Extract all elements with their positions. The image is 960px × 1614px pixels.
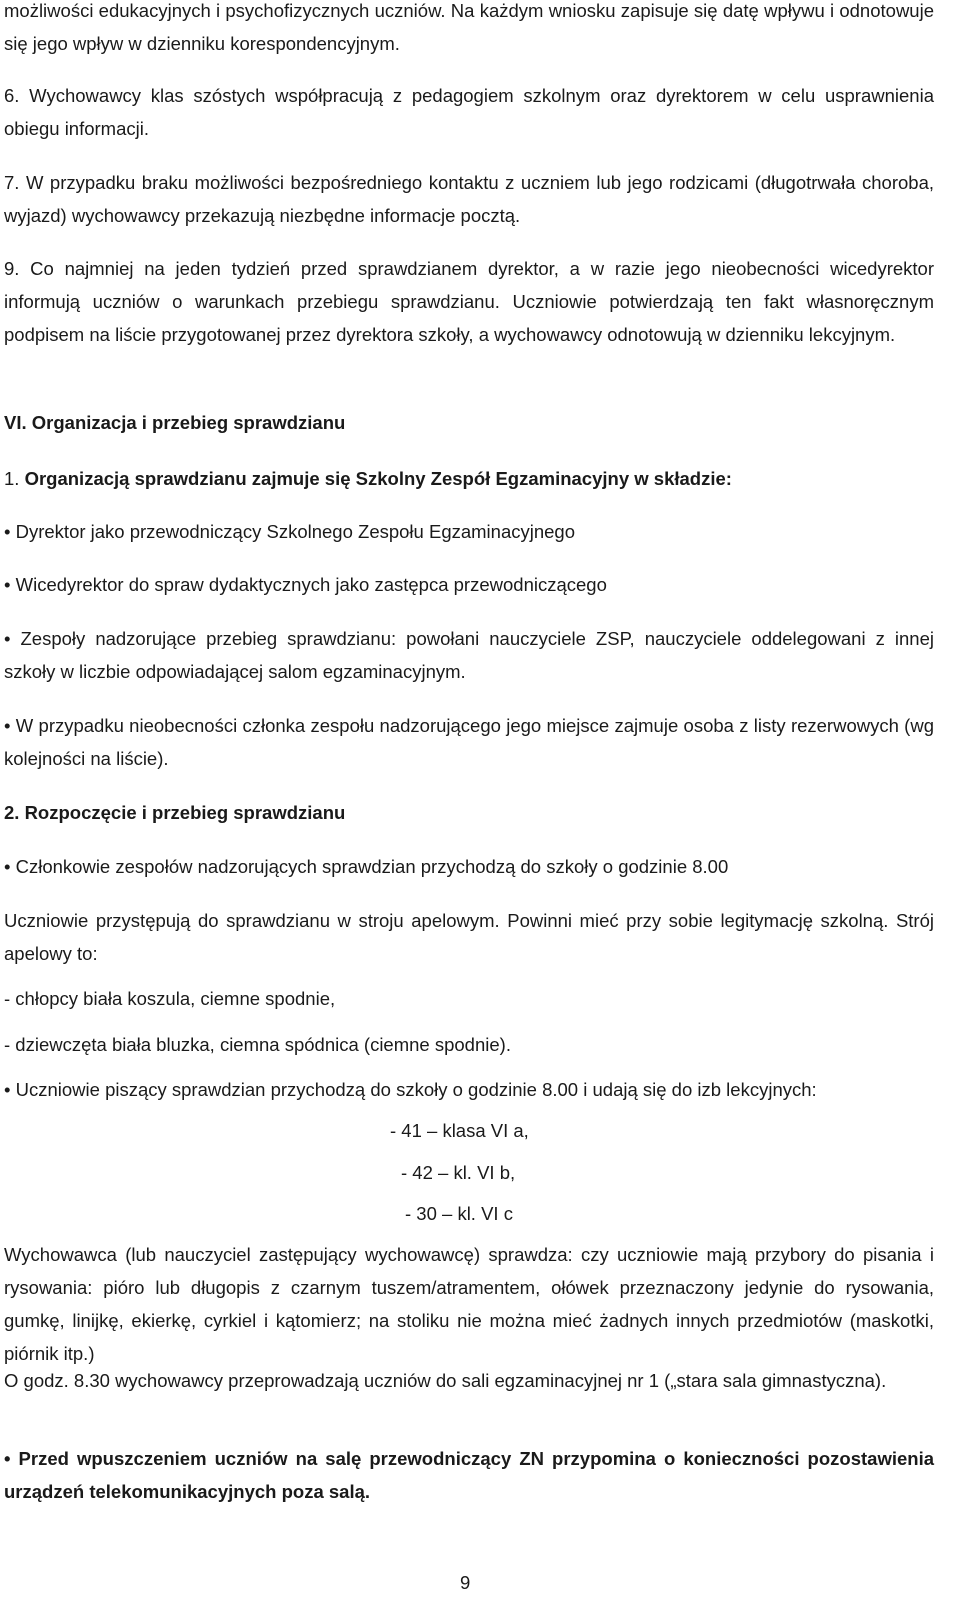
subsection-2-heading: 2. Rozpoczęcie i przebieg sprawdzianu	[4, 802, 346, 823]
paragraph-godzina: O godz. 8.30 wychowawcy przeprowadzają uczniów do sali egzaminacyjnej nr 1 („stara sala gimnastyczna).	[4, 1370, 887, 1391]
paragraph-7: 7. W przypadku braku możliwości bezpośredniego kontaktu z uczniem lub jego rodzicami (długotrwała choroba, wyjazd) wychowawcy przekazują niezbędne informacje pocztą.	[4, 172, 934, 226]
bullet-nieobecnosc: • W przypadku nieobecności członka zespołu nadzorującego jego miejsce zajmuje osoba z listy rezerwowych (wg kolejności na liście).	[4, 715, 934, 769]
room-assignment-3: - 30 – kl. VI c	[405, 1203, 513, 1224]
bullet-dyrektor: • Dyrektor jako przewodniczący Szkolnego Zespołu Egzaminacyjnego	[4, 521, 576, 542]
paragraph-continuation: możliwości edukacyjnych i psychofizycznych uczniów. Na każdym wniosku zapisuje się datę wpływu i odnotowuje się jego wpływ w dzienniku korespondencyjnym.	[4, 0, 934, 54]
dash-chlopcy: - chłopcy biała koszula, ciemne spodnie,	[4, 988, 336, 1009]
bullet-uczniowie: • Uczniowie piszący sprawdzian przychodzą do szkoły o godzinie 8.00 i udają się do izb lekcyjnych:	[4, 1079, 817, 1100]
paragraph-9: 9. Co najmniej na jeden tydzień przed sprawdzianem dyrektor, a w razie jego nieobecności wicedyrektor informują uczniów o warunkach przebiegu sprawdzianu. Uczniowie potwierdzają ten fakt własnoręcznym podpisem na liście przygotowanej przez dyrektora szkoły, a wychowawcy odnotowują w dzienniku lekcyjnym.	[4, 258, 934, 345]
subsection-1-heading	[4, 462, 934, 495]
section-heading-vi: VI. Organizacja i przebieg sprawdzianu	[4, 412, 346, 433]
bullet-zespoly: • Zespoły nadzorujące przebieg sprawdzianu: powołani nauczyciele ZSP, nauczyciele oddelegowani z innej szkoły w liczbie odpowiadającej salom egzaminacyjnym.	[4, 628, 934, 682]
room-assignment-1: - 41 – klasa VI a,	[390, 1120, 529, 1141]
dash-dziewczeta: - dziewczęta biała bluzka, ciemna spódnica (ciemne spodnie).	[4, 1034, 511, 1055]
paragraph-6: 6. Wychowawcy klas szóstych współpracują z pedagogiem szkolnym oraz dyrektorem w celu usprawnienia obiegu informacji.	[4, 85, 934, 139]
subsection-1-number: 1.	[4, 468, 20, 489]
paragraph-stroj: Uczniowie przystępują do sprawdzianu w stroju apelowym. Powinni mieć przy sobie legitymację szkolną. Strój apelowy to:	[4, 910, 934, 964]
bullet-czlonkowie: • Członkowie zespołów nadzorujących sprawdzian przychodzą do szkoły o godzinie 8.00	[4, 856, 729, 877]
page-number: 9	[460, 1572, 471, 1593]
paragraph-wychowawca: Wychowawca (lub nauczyciel zastępujący wychowawcę) sprawdza: czy uczniowie mają przybory do pisania i rysowania: pióro lub długopis z czarnym tuszem/atramentem, ołówek przeznaczony jedynie do rysowania, gumkę, linijkę, ekierkę, cyrkiel i kątomierz; na stoliku nie można mieć żadnych innych przedmiotów (maskotki, piórnik itp.)	[4, 1244, 934, 1364]
bullet-wicedyrektor: • Wicedyrektor do spraw dydaktycznych jako zastępca przewodniczącego	[4, 574, 607, 595]
room-assignment-2: - 42 – kl. VI b,	[401, 1162, 516, 1183]
bullet-przypomnienie: • Przed wpuszczeniem uczniów na salę przewodniczący ZN przypomina o konieczności pozostawienia urządzeń telekomunikacyjnych poza salą.	[4, 1448, 934, 1502]
subsection-1-text: Organizacją sprawdzianu zajmuje się Szkolny Zespół Egzaminacyjny w składzie:	[24, 468, 732, 489]
